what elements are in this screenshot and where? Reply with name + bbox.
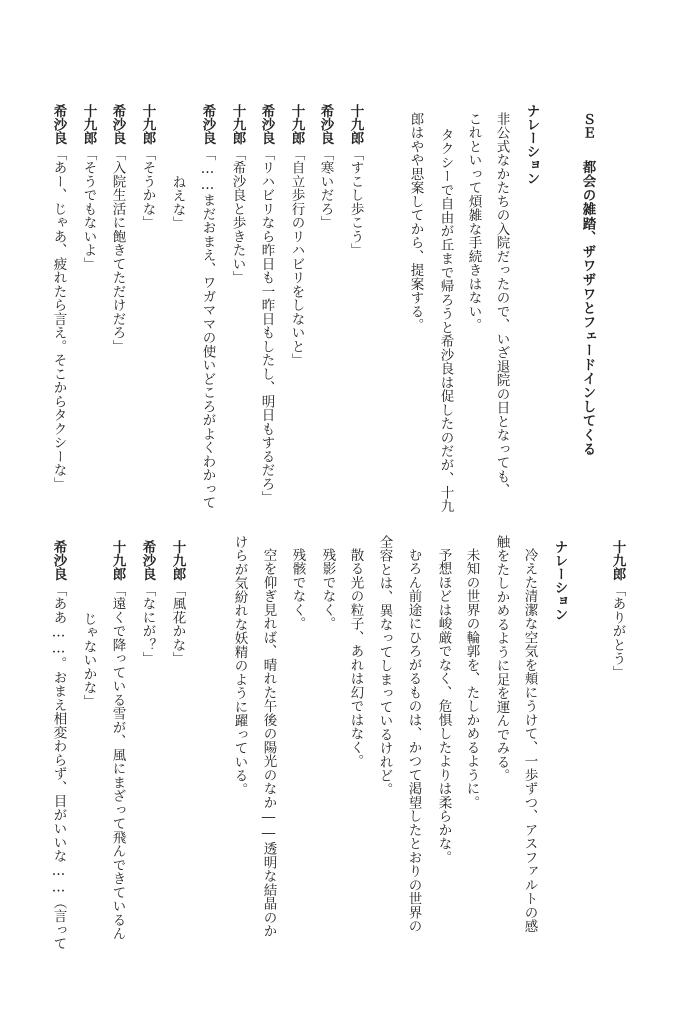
top-dialogue-8-text: 「入院生活に飽きてただけだろ」 xyxy=(109,147,126,354)
top-dialogue-10-text: 「あー、じゃあ、疲れたら言え。そこからタクシーな」 xyxy=(50,147,67,491)
bottom-narration-line-3: 未知の世界の輪郭を、たしかめるように。 xyxy=(463,548,480,810)
bottom-dialogue-1-speaker: 十九郎 xyxy=(609,540,626,581)
bottom-dialogue-5-speaker: 希沙良 xyxy=(50,540,67,581)
bottom-narration-line-8: 残影でなく。 xyxy=(319,548,336,631)
bottom-narration-line-4: 予想ほどは峻厳でなく、危惧したよりは柔らかな。 xyxy=(435,548,452,865)
bottom-narration-line-6: 全容とは、異なってしまっているけれど。 xyxy=(376,535,393,797)
top-dialogue-9-text: 「そうでもないよ」 xyxy=(80,147,97,271)
se-label: ＳＥ xyxy=(579,112,596,139)
bottom-dialogue-2-text: 「風花かな」 xyxy=(169,583,186,666)
top-dialogue-6-speaker: 希沙良 xyxy=(199,104,216,145)
top-dialogue-2-text: 「寒いだろ」 xyxy=(317,147,334,230)
bottom-dialogue-4-speaker: 十九郎 xyxy=(109,540,126,581)
top-dialogue-6-text: 「……まだおまえ、ワガママの使いどころがよくわかって xyxy=(199,147,216,510)
top-dialogue-5-text: 「希沙良と歩きたい」 xyxy=(229,147,246,285)
top-dialogue-3-speaker: 十九郎 xyxy=(288,104,305,145)
bottom-narration-line-1: 冷えた清潔な空気を頬にうけて、一歩ずつ、アスファルトの感 xyxy=(521,548,538,933)
bottom-dialogue-1-text: 「ありがとう」 xyxy=(609,583,626,680)
top-dialogue-2-speaker: 希沙良 xyxy=(317,104,334,145)
top-dialogue-4-text: 「リハビリなら昨日も一昨日もしたし、明日もするだろ」 xyxy=(258,147,275,505)
top-narration-speaker: ナレーション xyxy=(523,104,540,185)
bottom-dialogue-3-speaker: 希沙良 xyxy=(139,540,156,581)
top-dialogue-7-speaker: 十九郎 xyxy=(139,104,156,145)
top-dialogue-5-speaker: 十九郎 xyxy=(229,104,246,145)
top-dialogue-7-text: 「そうかな」 xyxy=(139,147,156,230)
top-dialogue-10-speaker: 希沙良 xyxy=(50,104,67,145)
top-dialogue-4-speaker: 希沙良 xyxy=(258,104,275,145)
top-narration-line-4: 郎はやや思案してから、提案する。 xyxy=(407,112,424,332)
bottom-dialogue-5-text: 「ああ……。おまえ相変わらず、目がいいな……（言って xyxy=(50,583,67,951)
bottom-narration-line-5: むろん前途にひろがるものは、かつて渇望したとおりの世界の xyxy=(405,548,422,933)
top-dialogue-1-speaker: 十九郎 xyxy=(347,104,364,145)
bottom-dialogue-4-cont: じゃないかな」 xyxy=(80,612,97,709)
bottom-narration-line-9: 残骸でなく。 xyxy=(289,548,306,631)
bottom-narration-line-2: 触をたしかめるように足を運んでみる。 xyxy=(493,535,510,783)
bottom-narration-line-7: 散る光の粒子、あれは幻ではなく。 xyxy=(347,548,364,768)
top-dialogue-8-speaker: 希沙良 xyxy=(109,104,126,145)
top-narration-line-3: タクシーで自由が丘まで帰ろうと希沙良は促したのだが、十九 xyxy=(437,128,454,513)
se-text: 都会の雑踏、ザワザワとフェードインしてくる xyxy=(579,160,596,457)
bottom-narration-line-10: 空を仰ぎ見れば、晴れた午後の陽光のなか――透明な結晶のか xyxy=(260,548,277,938)
top-narration-line-1: 非公式なかたちの入院だったので、いざ退院の日となっても、 xyxy=(493,112,510,497)
top-dialogue-6-cont: ねえな」 xyxy=(169,175,186,230)
top-dialogue-3-text: 「自立歩行のリハビリをしないと」 xyxy=(288,147,305,367)
bottom-narration-speaker: ナレーション xyxy=(551,540,568,621)
bottom-dialogue-3-text: 「なにが？」 xyxy=(139,583,156,666)
top-dialogue-1-text: 「すこし歩こう」 xyxy=(347,147,364,257)
top-narration-line-2: これといって煩雑な手続きはない。 xyxy=(465,112,482,332)
bottom-narration-line-11: けらが気紛れな妖精のように躍っている。 xyxy=(231,535,248,797)
bottom-dialogue-2-speaker: 十九郎 xyxy=(169,540,186,581)
top-dialogue-9-speaker: 十九郎 xyxy=(80,104,97,145)
bottom-dialogue-4-text: 「遠くで降っている雪が、風にまざって飛んできているん xyxy=(109,583,126,941)
